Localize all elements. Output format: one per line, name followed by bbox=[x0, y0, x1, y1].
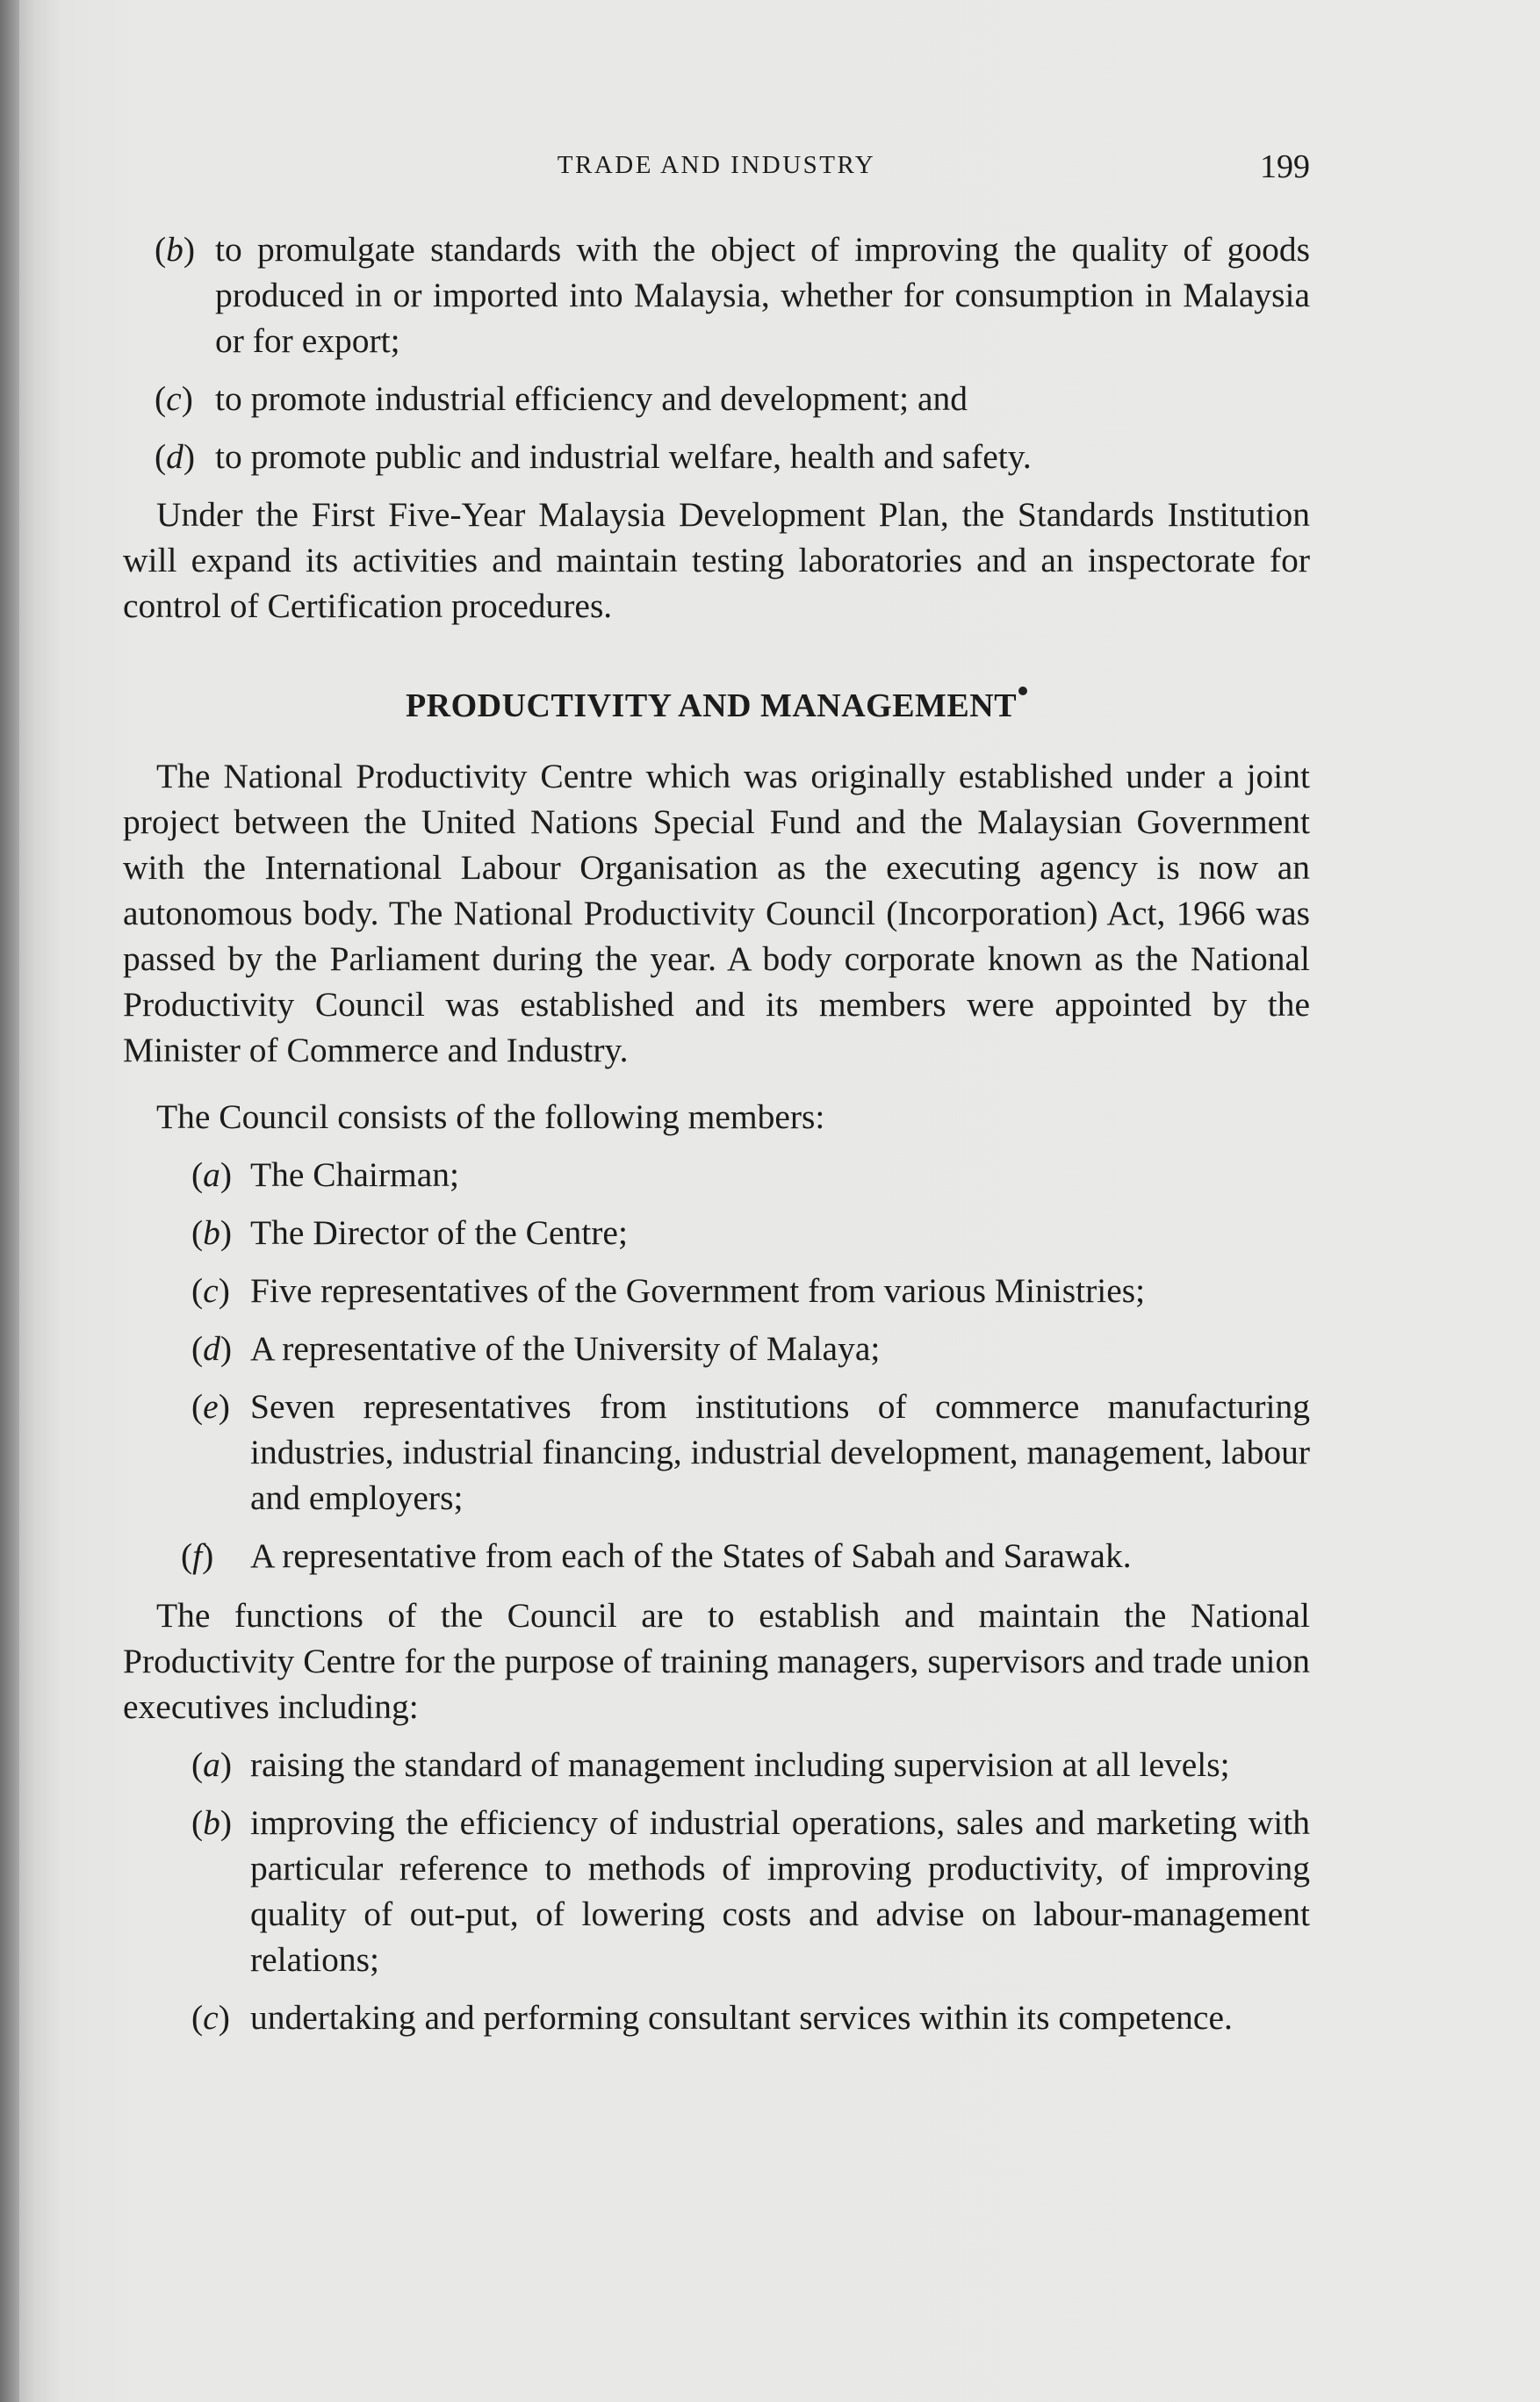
item-text: Seven representatives from institutions of commerce manufacturing industries, industrial financing, industrial development, management, labour and employers; bbox=[250, 1387, 1310, 1517]
item-label: (b) bbox=[191, 1213, 233, 1252]
item-label: (c) bbox=[191, 1271, 230, 1310]
section-heading bbox=[123, 683, 1310, 729]
list-item bbox=[123, 1533, 1310, 1579]
list-item bbox=[123, 1210, 1310, 1255]
list-item bbox=[123, 376, 1310, 421]
item-label: (a) bbox=[191, 1155, 233, 1194]
list-item bbox=[123, 1384, 1310, 1521]
functions-intro: The functions of the Council are to establish and maintain the National Productivity Centre for the purpose of training managers, supervisors and trade union executives including: bbox=[123, 1596, 1310, 1726]
standards-objects-list bbox=[123, 227, 1310, 479]
item-text: A representative from each of the States of Sabah and Sarawak. bbox=[250, 1536, 1132, 1575]
item-text: to promulgate standards with the object of improving the quality of goods produced in or imported into Malaysia, whether for consumption in Malaysia or for export; bbox=[215, 230, 1310, 360]
page-number: 199 bbox=[1260, 148, 1310, 185]
list-item bbox=[123, 1326, 1310, 1371]
item-text: Five representatives of the Government from various Ministries; bbox=[250, 1271, 1146, 1310]
item-text: The Chairman; bbox=[250, 1155, 460, 1194]
intro-paragraph: The National Productivity Centre which was originally established under a joint project between the United Nations Special Fund and the Malaysian Government with the International Labour Organisation as the executing agency is now an autonomous body. The National Productivity Council (Incorporation) Act, 1966 was passed by the Parliament during the year. A body corporate known as the National Productivity Council was established and its members were appointed by the Minister of Commerce and Industry. bbox=[123, 757, 1310, 1069]
item-label: (d) bbox=[191, 1329, 233, 1368]
item-label: (b) bbox=[155, 230, 196, 269]
item-text: raising the standard of management including supervision at all levels; bbox=[250, 1745, 1230, 1784]
item-label: (c) bbox=[191, 1998, 230, 2037]
council-functions-list bbox=[123, 1742, 1310, 2040]
page-body bbox=[123, 227, 1310, 2040]
item-label: (c) bbox=[155, 379, 193, 418]
item-label: (e) bbox=[191, 1387, 230, 1426]
item-label: (f) bbox=[181, 1536, 214, 1575]
members-intro: The Council consists of the following members: bbox=[156, 1097, 825, 1136]
book-spine-shadow bbox=[0, 0, 19, 2402]
list-item bbox=[123, 1742, 1310, 1787]
item-text: The Director of the Centre; bbox=[250, 1213, 628, 1252]
item-text: to promote public and industrial welfare, health and safety. bbox=[215, 437, 1032, 476]
standards-plan-paragraph: Under the First Five-Year Malaysia Development Plan, the Standards Institution will expand its activities and maintain testing laboratories and an inspectorate for control of Certification procedures. bbox=[123, 495, 1310, 625]
footnote-mark-icon bbox=[1018, 687, 1027, 695]
item-text: improving the efficiency of industrial operations, sales and marketing with particular reference to methods of improving productivity, of improving quality of out-put, of lowering costs and advise on labour-management relations; bbox=[250, 1803, 1310, 1979]
list-item bbox=[123, 227, 1310, 363]
running-head: TRADE AND INDUSTRY bbox=[557, 151, 876, 179]
council-members-list bbox=[123, 1152, 1310, 1579]
list-item bbox=[123, 434, 1310, 479]
section-heading-text: PRODUCTIVITY AND MANAGEMENT bbox=[405, 687, 1018, 724]
item-label: (b) bbox=[191, 1803, 233, 1842]
item-text: to promote industrial efficiency and development; and bbox=[215, 379, 968, 418]
item-text: undertaking and performing consultant services within its competence. bbox=[250, 1998, 1233, 2037]
item-label: (d) bbox=[155, 437, 196, 476]
list-item bbox=[123, 1152, 1310, 1197]
list-item bbox=[123, 1268, 1310, 1313]
page-header bbox=[123, 147, 1310, 188]
item-label: (a) bbox=[191, 1745, 233, 1784]
list-item bbox=[123, 1800, 1310, 1982]
list-item bbox=[123, 1995, 1310, 2040]
item-text: A representative of the University of Malaya; bbox=[250, 1329, 881, 1368]
